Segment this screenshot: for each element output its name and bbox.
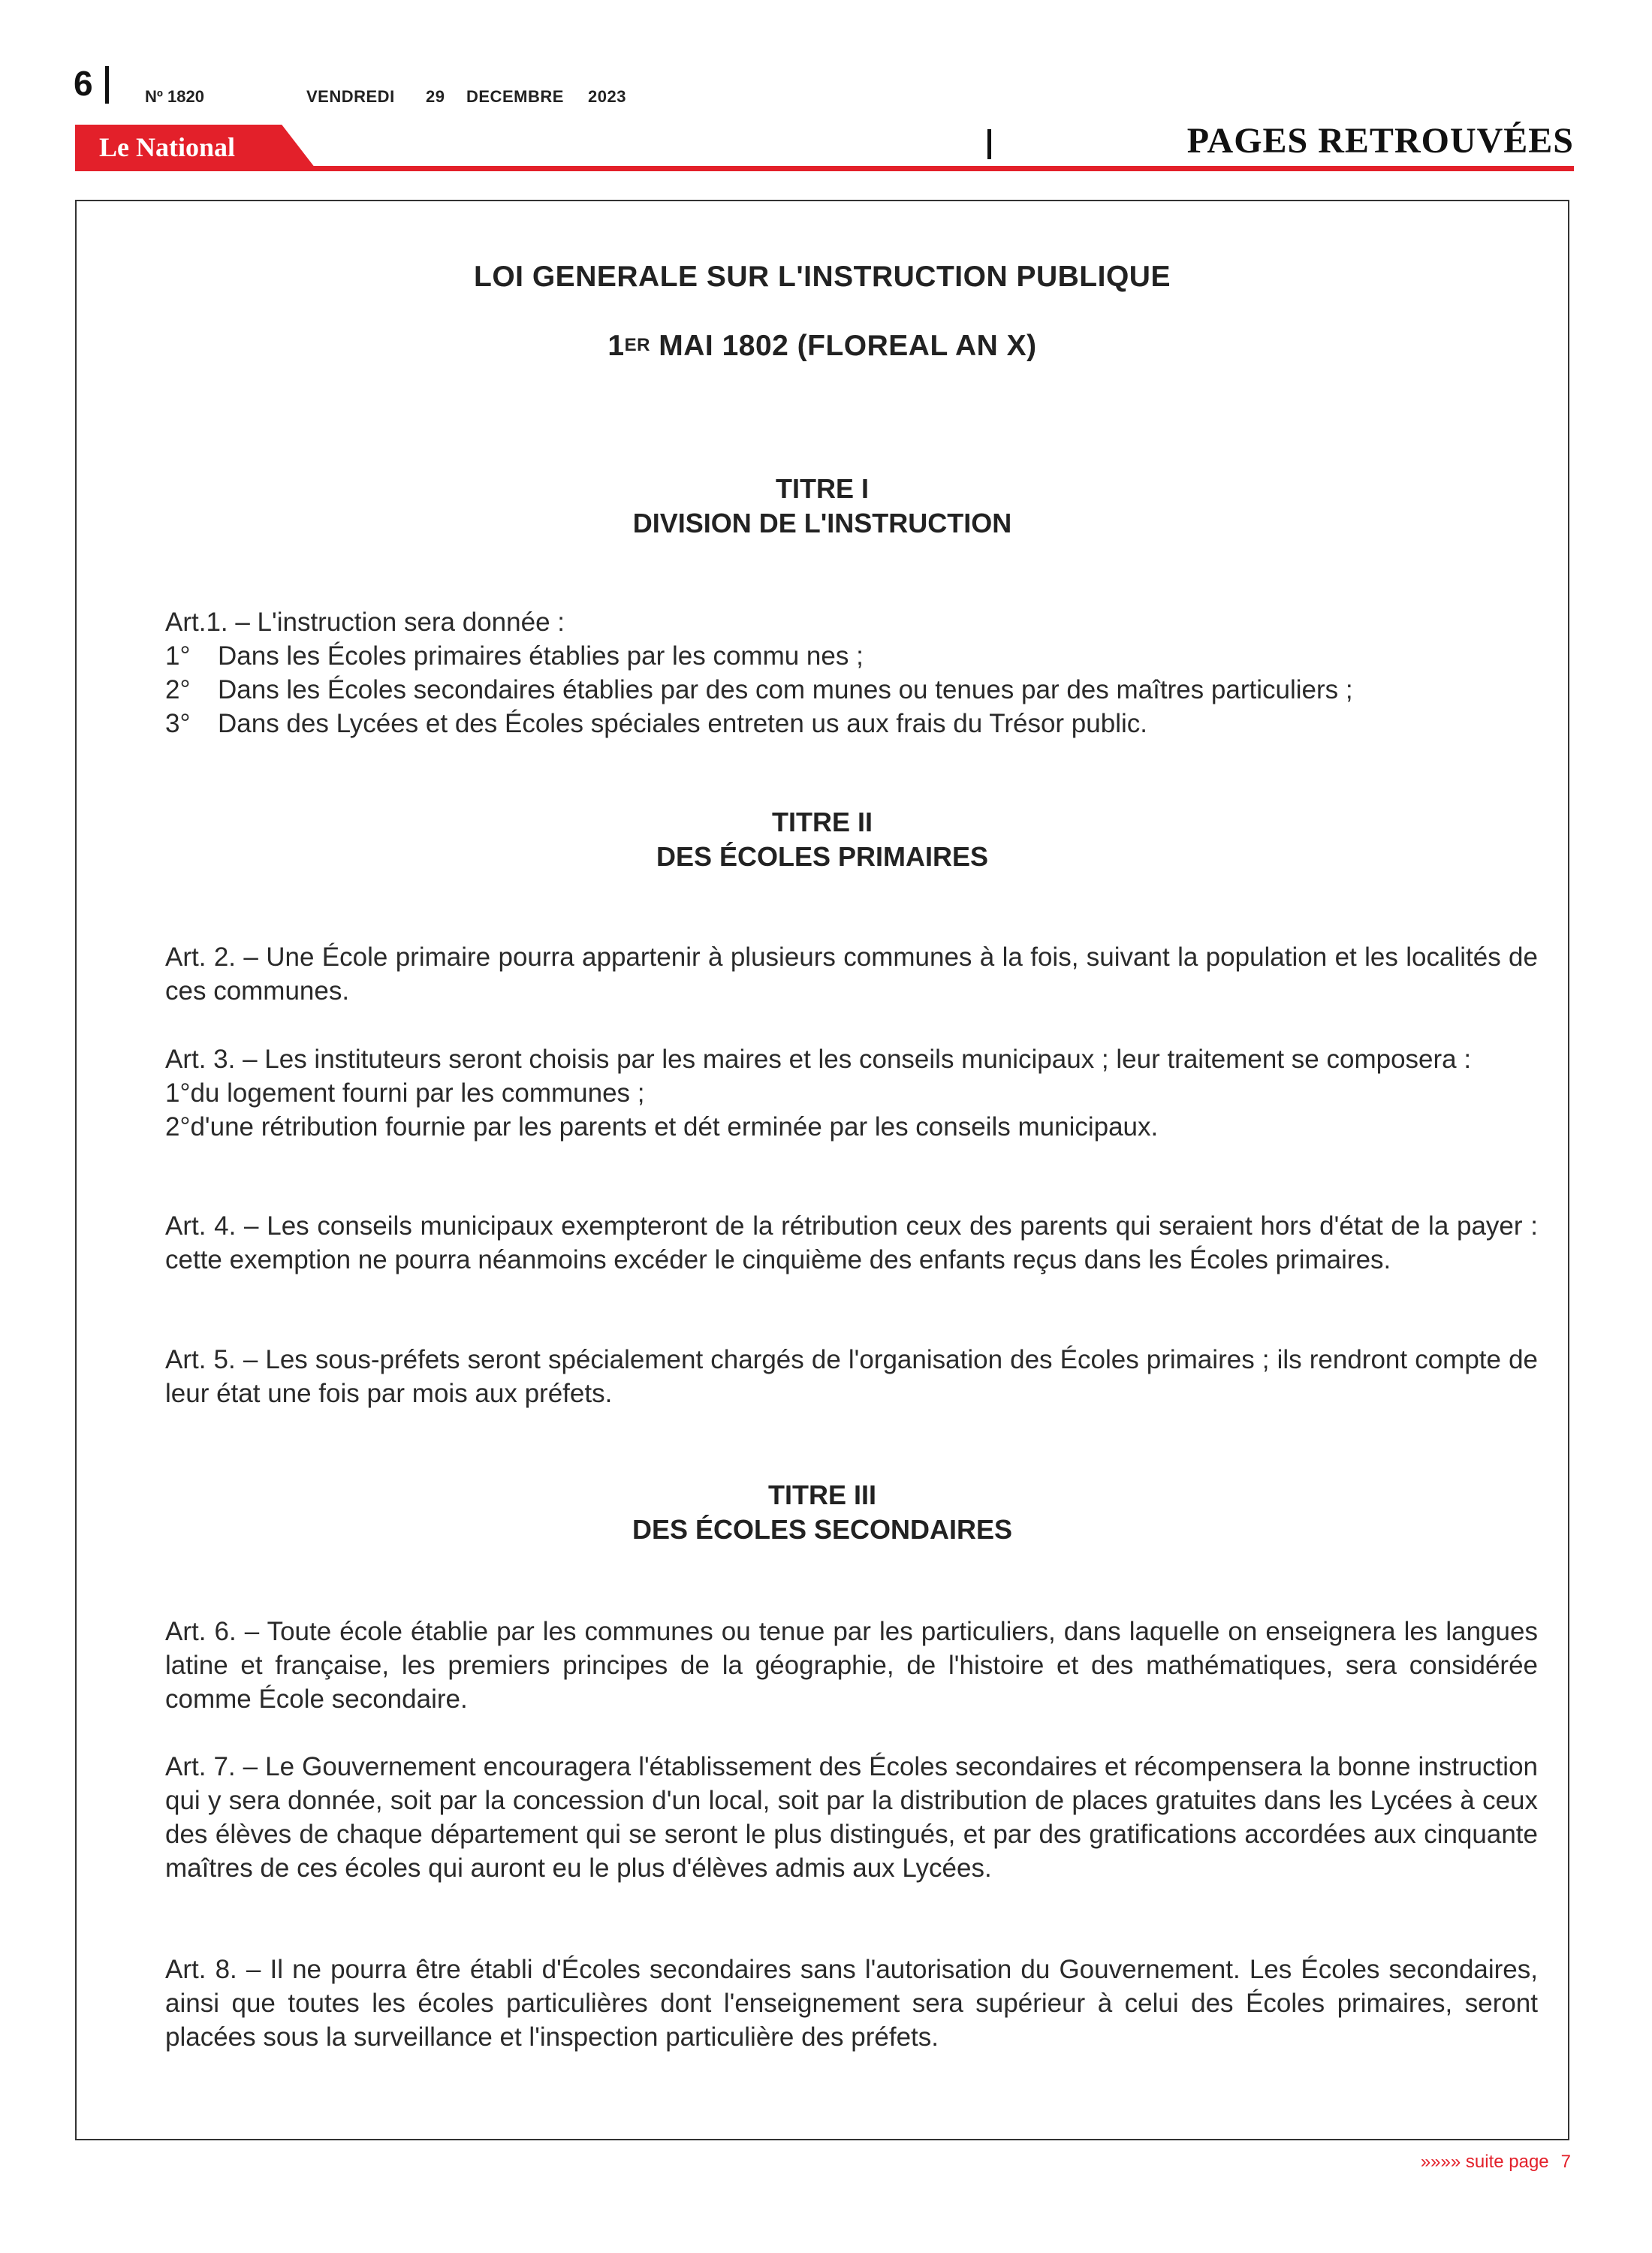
article-1-item: [165, 639, 1538, 673]
article-6-text: Art. 6. – Toute école établie par les communes ou tenue par les particuliers, dans laquelle on enseignera les langues latine et française, les premiers principes de la géographie, de l'histoire et des mathématiques, sera considérée comme École secondaire.: [165, 1617, 1538, 1714]
article-2: [165, 940, 1538, 1008]
article-1-item: [165, 707, 1538, 740]
law-date: [77, 329, 1568, 366]
titre-2-heading: [77, 805, 1568, 874]
article-3-text: Art. 3. – Les instituteurs seront choisis par les maires et les conseils municipaux ; leur traitement se composera :: [165, 1045, 1472, 1074]
item-number: 2°: [165, 675, 191, 704]
issue-number: Nº 1820: [145, 87, 204, 106]
document-body: [165, 201, 1538, 2139]
titre-2-name: DES ÉCOLES PRIMAIRES: [656, 841, 989, 872]
article-3: [165, 1042, 1538, 1144]
date-year: 2023: [588, 87, 626, 106]
article-8: [165, 1953, 1538, 2054]
continued-page-number: 7: [1560, 2152, 1571, 2172]
article-5-text: Art. 5. – Les sous-préfets seront spécialement chargés de l'organisation des Écoles primaires ; ils rendront compte de leur état une fois par mois aux préfets.: [165, 1345, 1538, 1408]
date-number: 29: [426, 87, 445, 106]
article-7: [165, 1750, 1538, 1885]
article-4: [165, 1209, 1538, 1277]
page-number-divider: [105, 66, 109, 104]
titre-3-heading: [77, 1478, 1568, 1547]
header-divider: [987, 129, 991, 159]
law-date-superscript: ER: [624, 335, 650, 355]
titre-1-label: TITRE I: [776, 473, 869, 504]
article-5: [165, 1343, 1538, 1410]
document-frame: [75, 200, 1569, 2140]
titre-1-name: DIVISION DE L'INSTRUCTION: [632, 508, 1012, 538]
law-title: LOI GENERALE SUR L'INSTRUCTION PUBLIQUE: [474, 261, 1171, 293]
continued-link[interactable]: [1421, 2152, 1571, 2173]
article-8-text: Art. 8. – Il ne pourra être établi d'Écoles secondaires sans l'autorisation du Gouvernement. Les Écoles secondaires, ainsi que toutes les écoles particulières dont l'enseignement sera supérieur à celui des Écoles primaires, seront placées sous la surveillance et l'inspection particulière des préfets.: [165, 1955, 1538, 2052]
titre-1-heading: [77, 472, 1568, 541]
section-title: PAGES RETROUVÉES: [1186, 121, 1574, 161]
article-3-line-2: 2°d'une rétribution fournie par les parents et dét erminée par les conseils municipaux.: [165, 1112, 1159, 1142]
page-number: 6: [74, 64, 93, 103]
article-4-text: Art. 4. – Les conseils municipaux exempteront de la rétribution ceux des parents qui seraient hors d'état de la payer : cette exemption ne pourra néanmoins excéder le cinquième des enfants reçus dans les Écoles primaires.: [165, 1211, 1538, 1274]
titre-3-name: DES ÉCOLES SECONDAIRES: [632, 1514, 1013, 1545]
item-number: 3°: [165, 709, 191, 738]
item-number: 1°: [165, 641, 191, 671]
law-date-rest: MAI 1802 (FLOREAL AN X): [650, 330, 1037, 362]
article-1-item: [165, 673, 1538, 707]
newspaper-logo: Le National: [99, 132, 236, 162]
date-day: VENDREDI: [306, 87, 395, 106]
article-7-text: Art. 7. – Le Gouvernement encouragera l'établissement des Écoles secondaires et récompensera la bonne instruction qui y sera donnée, soit par la concession d'un local, soit par la distribution de places gratuites dans les Lycées à ceux des élèves de chaque département qui se seront le plus distingués, et par des gratifications accordées aux cinquante maîtres de ces écoles qui auront eu le plus d'élèves admis aux Lycées.: [165, 1752, 1538, 1883]
article-2-text: Art. 2. – Une École primaire pourra appartenir à plusieurs communes à la fois, suivant la population et les localités de ces communes.: [165, 943, 1538, 1006]
item-text: Dans les Écoles secondaires établies par des com munes ou tenues par des maîtres particuliers ;: [218, 675, 1353, 704]
titre-2-label: TITRE II: [772, 807, 873, 837]
item-text: Dans les Écoles primaires établies par les commu nes ;: [218, 641, 864, 671]
titre-3-label: TITRE III: [768, 1479, 876, 1510]
continued-label: »»»» suite page: [1420, 2152, 1549, 2172]
item-text: Dans des Lycées et des Écoles spéciales entreten us aux frais du Trésor public.: [218, 709, 1147, 738]
law-date-day: 1: [607, 330, 625, 362]
article-6: [165, 1615, 1538, 1716]
article-3-line-1: 1°du logement fourni par les communes ;: [165, 1078, 645, 1108]
article-1-intro: Art.1. – L'instruction sera donnée :: [165, 608, 565, 637]
article-1: [165, 605, 1538, 740]
date-month: DECEMBRE: [466, 87, 564, 106]
header-rule: [75, 166, 1574, 171]
